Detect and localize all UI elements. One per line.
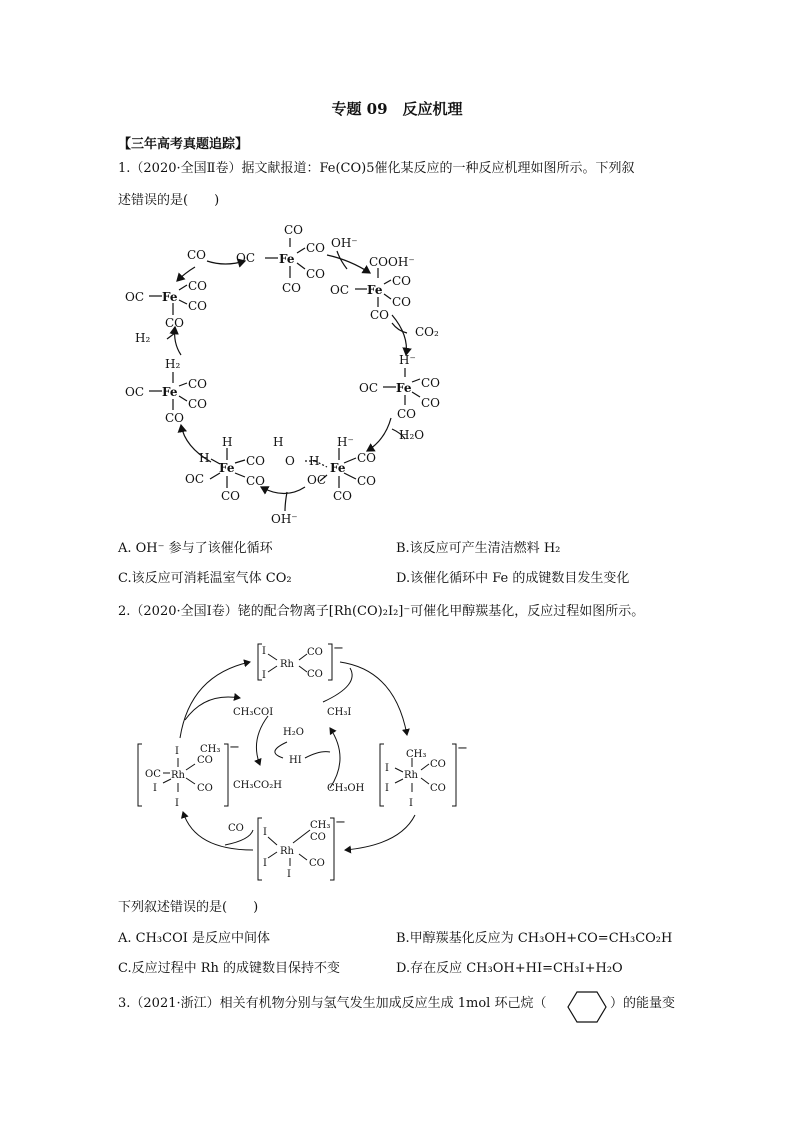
d2-label: CH₃ — [200, 744, 221, 755]
d1-label: H — [273, 435, 284, 449]
d2-label: − — [229, 740, 240, 755]
d2-label: I — [409, 798, 413, 809]
d1-label: H₂O — [399, 428, 425, 442]
d2-label: Rh — [280, 659, 294, 670]
q1-stem-line1: 1.（2020·全国Ⅱ卷）据文献报道：Fe(CO)5催化某反应的一种反应机理如图所示。下列叙 — [118, 161, 635, 176]
d2-label: CO — [310, 832, 326, 843]
d1-label: Fe — [162, 385, 178, 399]
cyclohexane-ring-icon — [567, 990, 607, 1024]
d1-label: CO — [357, 474, 377, 488]
d1-label: CO — [421, 376, 441, 390]
q2-option-c[interactable]: C.反应过程中 Rh 的成键数目保持不变 — [118, 961, 341, 976]
q3-stem-start: 3.（2021·浙江）相关有机物分别与氢气发生加成反应生成 1mol 环己烷（ — [118, 996, 547, 1011]
d1-label: H — [222, 435, 233, 449]
d1-label: H — [199, 451, 210, 465]
d2-label: CO — [430, 783, 446, 794]
d2-label: I — [263, 858, 267, 869]
d1-label: OH⁻ — [331, 236, 358, 250]
d2-label: − — [335, 815, 346, 830]
d1-label: Fe — [279, 252, 295, 266]
d1-label: Fe — [367, 283, 383, 297]
page-title: 专题 09 反应机理 — [331, 100, 463, 118]
d1-label: CO — [188, 299, 208, 313]
d1-label: COOH⁻ — [369, 255, 415, 269]
d2-label: CO — [197, 755, 213, 766]
d2-label: I — [263, 827, 267, 838]
q2-prompt: 下列叙述错误的是( ) — [118, 900, 259, 915]
q2-stem: 2.（2020·全国Ⅰ卷）铑的配合物离子[Rh(CO)₂I₂]⁻可催化甲醇羰基化，反应过程如图所示。 — [118, 604, 645, 619]
d2-label: I — [385, 763, 389, 774]
d2-label: I — [287, 869, 291, 880]
d1-label: CO — [397, 407, 417, 421]
d1-label: Fe — [396, 381, 412, 395]
q3-stem-end: ）的能量变 — [610, 996, 676, 1011]
section-heading: 【三年高考真题追踪】 — [118, 137, 249, 152]
d1-label: OC — [307, 473, 327, 487]
q1-option-a[interactable]: A. OH⁻ 参与了该催化循环 — [118, 541, 273, 556]
d1-label: CO — [188, 397, 208, 411]
d1-label: CO — [165, 316, 185, 330]
d1-label: H⁻ — [337, 435, 354, 449]
d2-label: − — [333, 641, 344, 656]
d2-label: CO — [197, 783, 213, 794]
d2-label: I — [262, 670, 266, 681]
d1-label: Fe — [330, 461, 346, 475]
d1-label: CO — [246, 454, 266, 468]
d2-label: CO — [307, 669, 323, 680]
d1-label: H — [309, 454, 320, 468]
d1-label: CO — [306, 267, 326, 281]
d1-label: CO — [246, 474, 266, 488]
d1-label: Fe — [162, 290, 178, 304]
d2-label: HI — [289, 755, 302, 766]
d1-label: H₂ — [135, 331, 151, 345]
q1-iron-catalytic-cycle-diagram — [115, 215, 475, 530]
d1-label: CO — [306, 241, 326, 255]
d1-label: OC — [125, 385, 145, 399]
d1-label: CO — [392, 295, 412, 309]
d1-label: CO — [421, 396, 441, 410]
q1-option-d[interactable]: D.该催化循环中 Fe 的成键数目发生变化 — [396, 571, 630, 586]
d2-label: CH₃OH — [327, 783, 365, 794]
q2-option-d[interactable]: D.存在反应 CH₃OH+HI=CH₃I+H₂O — [396, 961, 623, 976]
d1-label: CO — [370, 308, 390, 322]
d2-label: CO — [309, 858, 325, 869]
q1-stem-line2: 述错误的是( ) — [118, 193, 220, 208]
q2-option-b[interactable]: B.甲醇羰基化反应为 CH₃OH+CO=CH₃CO₂H — [396, 931, 673, 946]
d2-label: Rh — [404, 770, 418, 781]
d2-label: CH₃ — [406, 749, 427, 760]
d1-label: OH⁻ — [271, 512, 298, 526]
d2-label: CH₃COI — [233, 707, 274, 718]
d1-label: CO — [188, 279, 208, 293]
d2-label: CO — [228, 823, 244, 834]
d2-label: OC — [145, 769, 161, 780]
d1-label: CO — [165, 411, 185, 425]
d1-label: CO — [284, 223, 304, 237]
d2-label: Rh — [280, 846, 294, 857]
d1-label: O — [285, 454, 295, 468]
d1-label: OC — [330, 283, 350, 297]
d2-label: CH₃ — [310, 820, 331, 831]
d1-label: Fe — [219, 461, 235, 475]
d2-label: CH₃I — [327, 707, 352, 718]
d2-label: CH₃CO₂H — [233, 780, 282, 791]
d1-label: CO — [187, 248, 207, 262]
d1-label: CO — [188, 377, 208, 391]
d1-label: OC — [125, 290, 145, 304]
d2-label: I — [385, 783, 389, 794]
q1-option-b[interactable]: B.该反应可产生清洁燃料 H₂ — [396, 541, 561, 556]
d1-label: OC — [236, 251, 256, 265]
d2-label: I — [175, 746, 179, 757]
d1-label: CO — [392, 274, 412, 288]
d1-label: CO — [282, 281, 302, 295]
d2-label: CO — [307, 647, 323, 658]
q1-option-c[interactable]: C.该反应可消耗温室气体 CO₂ — [118, 571, 292, 586]
d2-label: H₂O — [283, 727, 304, 738]
d2-label: Rh — [171, 770, 185, 781]
d1-label: H⁻ — [399, 353, 416, 367]
d1-label: CO — [357, 451, 377, 465]
q2-rhodium-catalytic-cycle-diagram — [135, 640, 475, 890]
d2-label: I — [262, 646, 266, 657]
d2-label: I — [175, 798, 179, 809]
d1-label: CO₂ — [415, 325, 439, 339]
d1-label: H₂ — [165, 357, 181, 371]
d1-label: OC — [359, 381, 379, 395]
d2-label: − — [457, 741, 468, 756]
d1-label: OC — [185, 472, 205, 486]
q2-option-a[interactable]: A. CH₃COI 是反应中间体 — [118, 931, 271, 946]
d1-label: CO — [333, 489, 353, 503]
d1-label: CO — [221, 489, 241, 503]
d2-label: I — [153, 783, 157, 794]
d2-label: CO — [430, 759, 446, 770]
